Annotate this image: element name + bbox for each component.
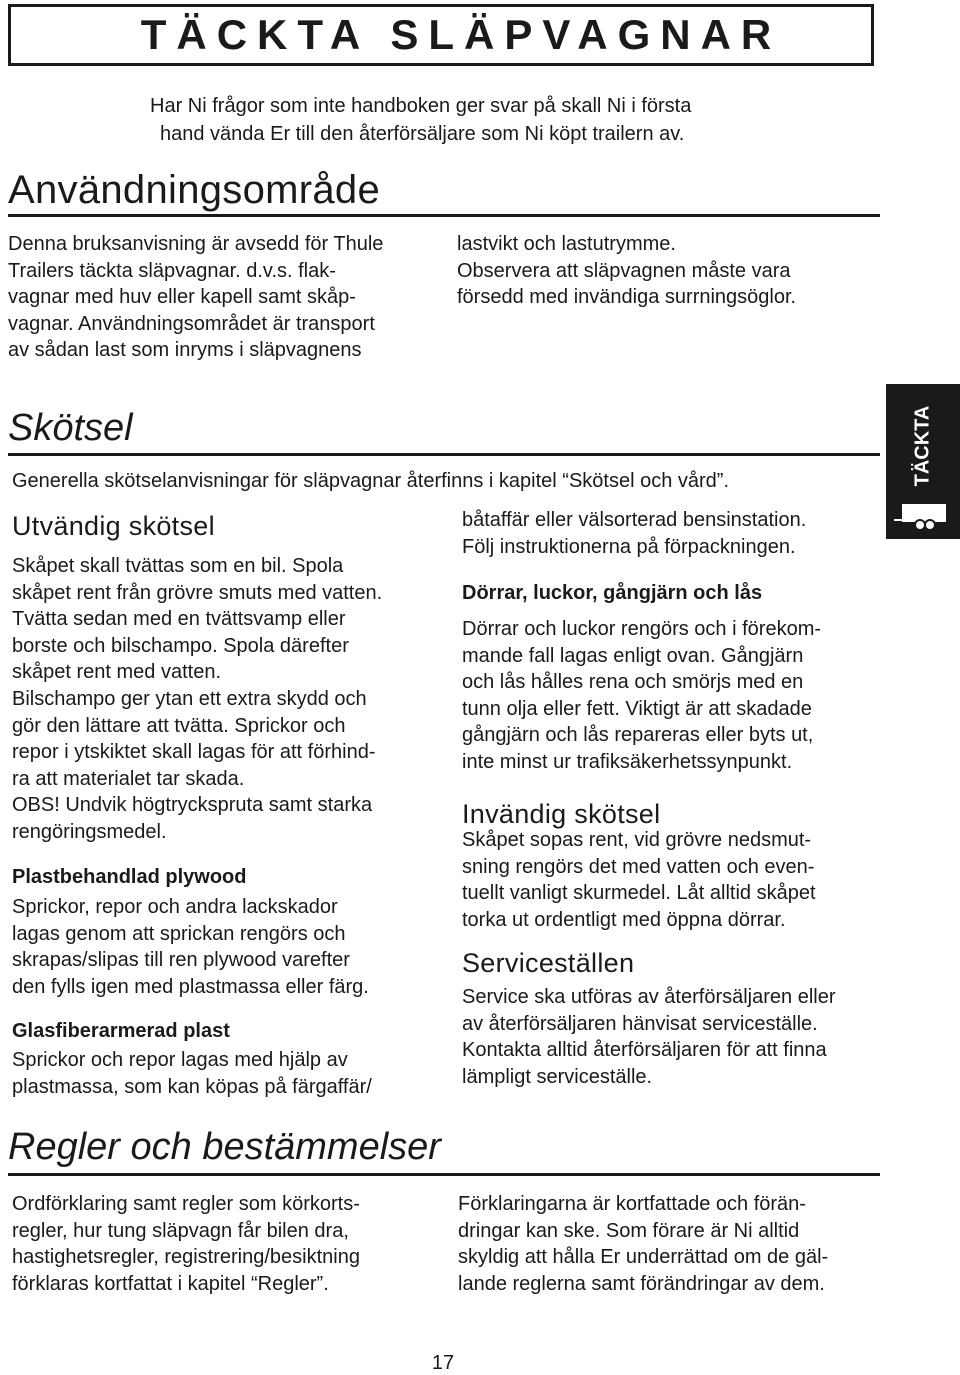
text-line: den fylls igen med plastmassa eller färg. [12,975,369,998]
text-line: regler, hur tung släpvagn får bilen dra, [12,1219,349,1242]
heading-dorrar: Dörrar, luckor, gångjärn och lås [462,582,763,604]
text-line: Tvätta sedan med en tvättsvamp eller [12,608,346,631]
text-line: Sprickor, repor och andra lackskador [12,896,338,918]
intro-text [150,92,810,148]
regler-left-text [12,1191,452,1297]
service-text [462,984,892,1090]
text-line: Skåpet sopas rent, vid grövre nedsmut- [462,829,812,851]
skotsel-intro: Generella skötselanvisningar för släpvagnar återfinns i kapitel “Skötsel och vård”. [12,470,730,492]
heading-rule [8,453,880,456]
text-line: rengöringsmedel. [12,820,167,843]
text-line: vagnar. Användningsområdet är transport [8,312,375,335]
text-line: Skåpet skall tvättas som en bil. Spola [12,555,344,577]
heading-regler: Regler och bestämmelser [8,1126,441,1168]
text-line: Observera att släpvagnen måste vara [457,259,791,282]
text-line: dringar kan ske. Som förare är Ni alltid [458,1219,800,1242]
glasfiber-text [12,1047,452,1100]
text-line: gångjärn och lås repareras eller byts ut, [462,724,814,747]
text-line: lande reglerna samt förändringar av dem. [458,1272,825,1295]
intro-line-1: Har Ni frågor som inte handboken ger svar på skall Ni i första [150,95,692,117]
text-line: plastmassa, som kan köpas på färgaffär/ [12,1075,372,1098]
intro-line-2: hand vända Er till den återförsäljare som Ni köpt trailern av. [160,123,685,145]
text-line: OBS! Undvik högtryckspruta samt starka [12,794,373,817]
text-line: repor i ytskiktet skall lagas för att förhind- [12,741,376,764]
heading-rule [8,214,880,217]
text-line: mande fall lagas enligt ovan. Gångjärn [462,644,804,667]
anvandning-left-text [8,231,448,364]
text-line: Service ska utföras av återförsäljaren eller [462,986,836,1008]
text-line: hastighetsregler, registrering/besiktning [12,1246,360,1269]
text-line: lämpligt serviceställe. [462,1065,653,1088]
text-line: Trailers täckta släpvagnar. d.v.s. flak- [8,259,336,282]
text-line: lagas genom att sprickan rengörs och [12,922,346,945]
text-line: gör den lättare att tvätta. Sprickor och [12,714,346,737]
text-line: försedd med invändiga surrningsöglor. [457,286,797,309]
side-tab-label: TÄCKTA [911,405,934,487]
text-line: Kontakta alltid återförsäljaren för att finna [462,1039,827,1062]
invandig-text [462,827,882,933]
text-line: av sådan last som inryms i släpvagnens [8,339,362,362]
regler-right-text [458,1191,888,1297]
plastbehandlad-text [12,894,452,1000]
heading-rule [8,1173,880,1176]
text-line: skåpet rent med vatten. [12,661,222,684]
text-line: borste och bilschampo. Spola därefter [12,634,349,657]
text-line: Bilschampo ger ytan ett extra skydd och [12,687,367,710]
heading-plastbehandlad: Plastbehandlad plywood [12,866,247,888]
heading-anvandningsomrade: Användningsområde [8,168,381,212]
heading-skotsel: Skötsel [8,407,133,449]
page-number: 17 [431,1352,455,1374]
anvandning-right-text [457,231,877,311]
text-line: Denna bruksanvisning är avsedd för Thule [8,233,384,255]
text-line: tunn olja eller fett. Viktigt är att skadade [462,697,812,720]
side-tab [886,384,960,539]
text-line: båtaffär eller välsorterad bensinstation. [462,509,807,531]
text-line: Sprickor och repor lagas med hjälp av [12,1049,348,1071]
heading-glasfiber: Glasfiberarmerad plast [12,1020,230,1042]
text-line: sning rengörs det med vatten och even- [462,855,815,878]
page-title-box [8,4,874,66]
right-top-text [462,507,882,560]
utvandig-text [12,553,452,846]
text-line: skåpet rent från grövre smuts med vatten. [12,581,383,604]
heading-utvandig: Utvändig skötsel [12,511,215,541]
text-line: tuellt vanligt skurmedel. Låt alltid skåpet [462,882,816,905]
text-line: ra att materialet tar skada. [12,767,245,790]
text-line: av återförsäljaren hänvisat serviceställe. [462,1012,818,1035]
page-title: TÄCKTA SLÄPVAGNAR [140,11,782,58]
text-line: skrapas/slipas till ren plywood varefter [12,949,350,972]
heading-service: Serviceställen [462,948,635,978]
dorrar-text [462,616,882,776]
text-line: Ordförklaring samt regler som körkorts- [12,1193,360,1215]
text-line: skyldig att hålla Er underrättad om de gäl- [458,1246,829,1269]
text-line: Förklaringarna är kortfattade och förän- [458,1193,806,1215]
trailer-icon [892,501,954,531]
heading-invandig: Invändig skötsel [462,799,661,829]
text-line: förklaras kortfattat i kapitel “Regler”. [12,1272,329,1295]
text-line: Följ instruktionerna på förpackningen. [462,535,796,558]
text-line: Dörrar och luckor rengörs och i förekom- [462,618,822,640]
text-line: och lås hålles rena och smörjs med en [462,671,804,694]
text-line: inte minst ur trafiksäkerhetssynpunkt. [462,750,793,773]
text-line: lastvikt och lastutrymme. [457,233,676,255]
text-line: torka ut ordentligt med öppna dörrar. [462,908,786,931]
text-line: vagnar med huv eller kapell samt skåp- [8,286,356,309]
